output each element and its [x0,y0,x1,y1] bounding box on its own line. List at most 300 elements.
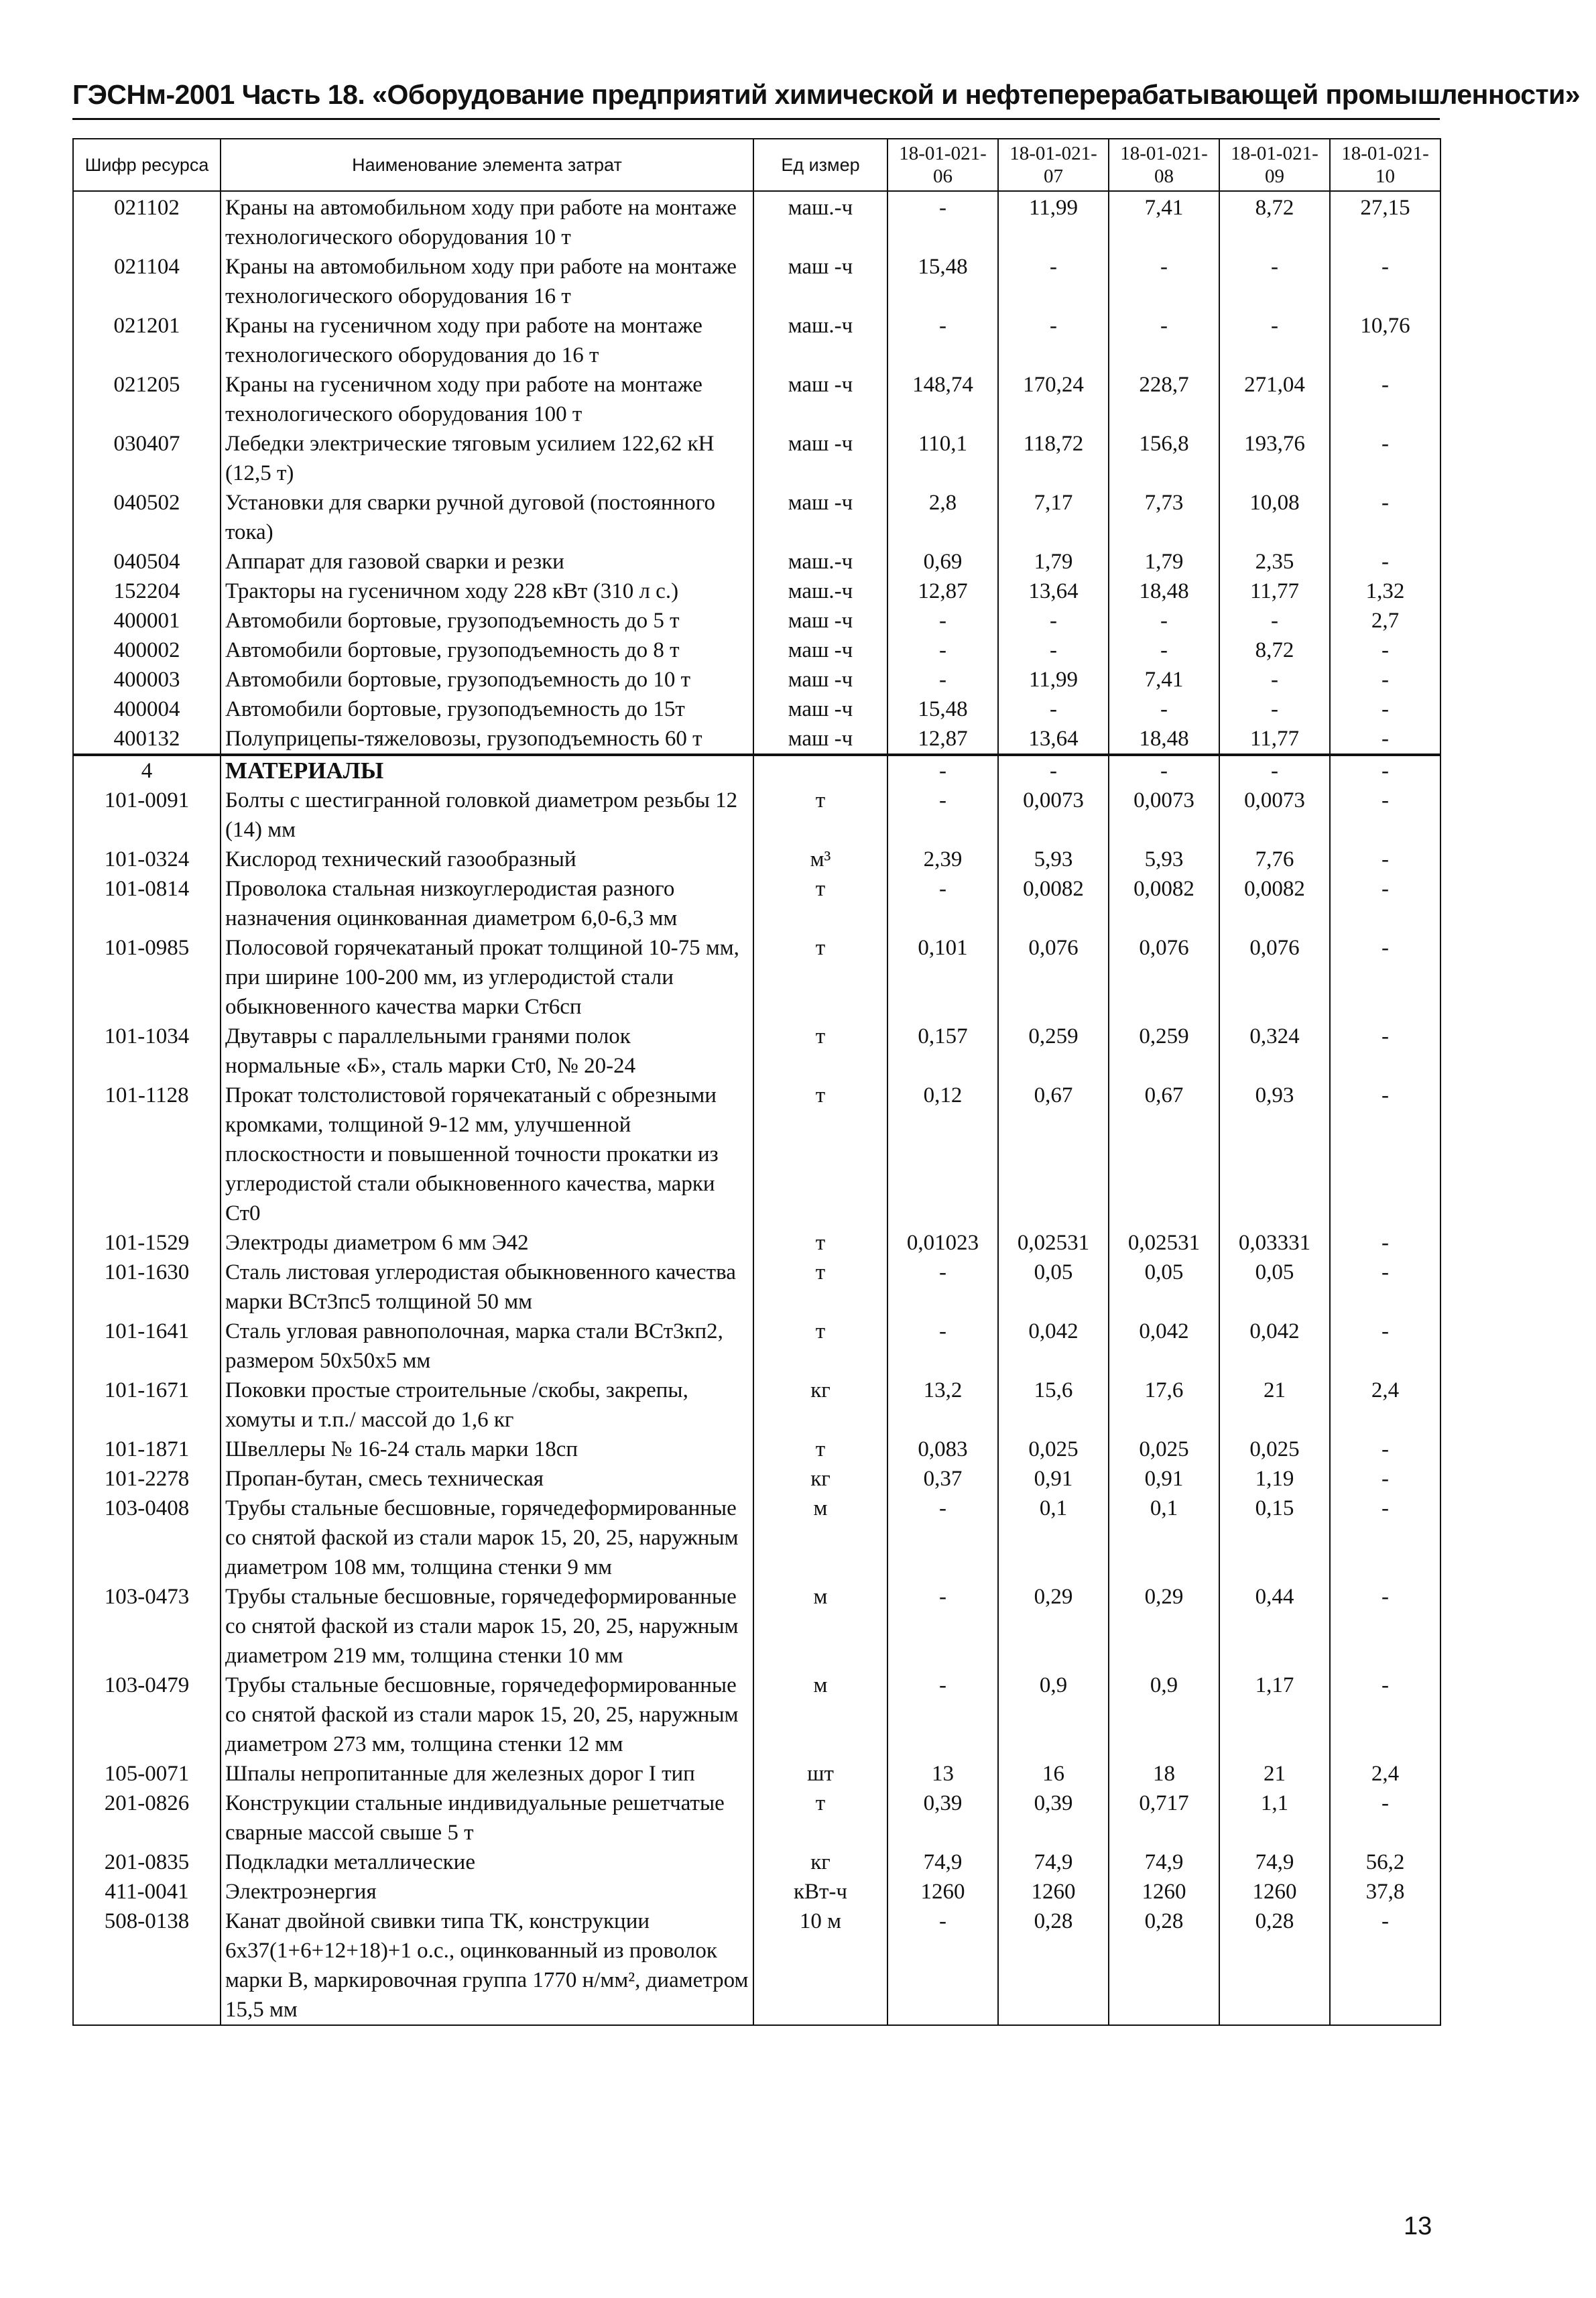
value-cell: 27,15 [1330,191,1440,252]
resource-code-cell: 101-1871 [73,1435,221,1464]
value-cell: 0,67 [1109,1081,1219,1228]
unit-cell: маш -ч [753,636,887,665]
value-cell: - [1219,606,1330,636]
resource-name-cell: Канат двойной свивки типа ТК, конструкции 6х37(1+6+12+18)+1 о.с., оцинкованный из проволок марки В, маркировочная группа 1770 н/мм², диаметром 15,5 мм [221,1907,753,2025]
value-cell: 2,4 [1330,1376,1440,1435]
table-row [73,577,1440,606]
unit-cell: маш -ч [753,694,887,724]
value-cell: - [1330,1317,1440,1376]
value-cell: - [1330,429,1440,488]
value-cell: 13,64 [998,724,1109,755]
value-cell: - [887,665,998,694]
value-cell: - [1109,636,1219,665]
table-row [73,1494,1440,1582]
resource-code-cell: 101-1034 [73,1022,221,1081]
value-cell: 15,6 [998,1376,1109,1435]
unit-cell: маш.-ч [753,547,887,577]
value-cell: 0,259 [1109,1022,1219,1081]
unit-cell: маш.-ч [753,577,887,606]
value-cell: 0,0073 [998,786,1109,845]
resource-code-cell: 021205 [73,370,221,429]
resource-name-cell: Краны на гусеничном ходу при работе на монтаже технологического оборудования до 16 т [221,311,753,370]
resource-name-cell: Тракторы на гусеничном ходу 228 кВт (310 л с.) [221,577,753,606]
table-row [73,1317,1440,1376]
value-cell: - [887,1907,998,2025]
value-cell: 0,39 [998,1789,1109,1848]
resource-code-cell: 103-0473 [73,1582,221,1671]
value-cell: 0,717 [1109,1789,1219,1848]
value-cell: - [1330,1081,1440,1228]
unit-cell [753,755,887,786]
unit-cell: маш -ч [753,488,887,547]
value-cell: 0,042 [1109,1317,1219,1376]
resource-name-cell: Трубы стальные бесшовные, горячедеформированные со снятой фаской из стали марок 15, 20, 25, наружным диаметром 273 мм, толщина стенки 12 мм [221,1671,753,1759]
value-cell: 1,79 [1109,547,1219,577]
table-row [73,933,1440,1022]
value-cell: 2,8 [887,488,998,547]
unit-cell: т [753,1435,887,1464]
value-cell: - [1330,488,1440,547]
unit-cell: т [753,1317,887,1376]
resource-name-cell: Краны на автомобильном ходу при работе на монтаже технологического оборудования 10 т [221,191,753,252]
value-cell: 1,1 [1219,1789,1330,1848]
resource-name-cell: Сталь угловая равнополочная, марка стали ВСт3кп2, размером 50х50х5 мм [221,1317,753,1376]
value-cell: 0,042 [1219,1317,1330,1376]
resource-table [72,138,1441,2026]
value-cell: 0,69 [887,547,998,577]
value-cell: - [887,786,998,845]
resource-name-cell: Лебедки электрические тяговым усилием 122,62 кН (12,5 т) [221,429,753,488]
value-cell: - [1219,252,1330,311]
value-cell: - [998,252,1109,311]
value-cell: - [887,1317,998,1376]
value-cell: 12,87 [887,577,998,606]
value-cell: - [1330,694,1440,724]
resource-code-cell: 400001 [73,606,221,636]
resource-code-cell: 4 [73,755,221,786]
value-cell: 156,8 [1109,429,1219,488]
table-row [73,488,1440,547]
resource-code-cell: 400002 [73,636,221,665]
value-cell: 15,48 [887,252,998,311]
resource-code-cell: 201-0826 [73,1789,221,1848]
value-cell: - [1330,724,1440,755]
table-row [73,694,1440,724]
value-cell: - [998,311,1109,370]
value-cell: - [1109,606,1219,636]
resource-code-cell: 508-0138 [73,1907,221,2025]
table-row [73,606,1440,636]
table-row [73,1907,1440,2025]
value-cell: 0,03331 [1219,1228,1330,1258]
value-cell: 0,44 [1219,1582,1330,1671]
value-cell: 2,39 [887,845,998,874]
value-cell: 1,19 [1219,1464,1330,1494]
value-cell: 0,37 [887,1464,998,1494]
resource-code-cell: 021201 [73,311,221,370]
column-header: Ед измер [753,139,887,191]
resource-name-cell: Аппарат для газовой сварки и резки [221,547,753,577]
value-cell: - [1330,665,1440,694]
value-cell: 0,28 [998,1907,1109,2025]
value-cell: 1,79 [998,547,1109,577]
value-cell: 1260 [887,1877,998,1907]
table-row [73,1228,1440,1258]
value-cell: - [1219,311,1330,370]
column-header: Наименование элемента затрат [221,139,753,191]
value-cell: - [1330,370,1440,429]
value-cell: - [1330,1435,1440,1464]
value-cell: 0,29 [998,1582,1109,1671]
resource-name-cell: Кислород технический газообразный [221,845,753,874]
value-cell: 74,9 [1219,1848,1330,1877]
value-cell: 0,02531 [1109,1228,1219,1258]
table-row [73,1376,1440,1435]
value-cell: - [887,1671,998,1759]
value-cell: 0,39 [887,1789,998,1848]
resource-code-cell: 021102 [73,191,221,252]
value-cell: 0,05 [1219,1258,1330,1317]
value-cell: - [1330,1258,1440,1317]
value-cell: 0,0073 [1109,786,1219,845]
value-cell: 12,87 [887,724,998,755]
value-cell: 118,72 [998,429,1109,488]
unit-cell: маш.-ч [753,311,887,370]
resource-code-cell: 411-0041 [73,1877,221,1907]
table-row [73,1848,1440,1877]
value-cell: 0,1 [998,1494,1109,1582]
resource-code-cell: 103-0408 [73,1494,221,1582]
value-cell: 8,72 [1219,191,1330,252]
value-cell: 0,05 [998,1258,1109,1317]
unit-cell: м [753,1582,887,1671]
unit-cell: т [753,933,887,1022]
value-cell: - [1219,665,1330,694]
value-cell: - [998,755,1109,786]
resource-name-cell: Болты с шестигранной головкой диаметром резьбы 12 (14) мм [221,786,753,845]
value-cell: 0,91 [998,1464,1109,1494]
value-cell: - [1330,1671,1440,1759]
value-cell: 0,05 [1109,1258,1219,1317]
value-cell: 1,32 [1330,577,1440,606]
table-row [73,1759,1440,1789]
unit-cell: кг [753,1464,887,1494]
value-cell: - [1330,547,1440,577]
value-cell: 11,99 [998,665,1109,694]
table-row [73,665,1440,694]
resource-code-cell: 021104 [73,252,221,311]
resource-name-cell: Конструкции стальные индивидуальные решетчатые сварные массой свыше 5 т [221,1789,753,1848]
unit-cell: кВт-ч [753,1877,887,1907]
page-number: 13 [1404,2212,1432,2240]
value-cell: - [887,1582,998,1671]
table-row [73,1464,1440,1494]
table-row [73,1435,1440,1464]
value-cell: 0,67 [998,1081,1109,1228]
value-cell: 21 [1219,1376,1330,1435]
value-cell: - [1330,786,1440,845]
resource-code-cell: 040502 [73,488,221,547]
value-cell: - [1330,1582,1440,1671]
table-row [73,1877,1440,1907]
column-header: 18-01-021-10 [1330,139,1440,191]
resource-name-cell: Автомобили бортовые, грузоподъемность до 8 т [221,636,753,665]
resource-name-cell: Сталь листовая углеродистая обыкновенного качества марки ВСт3пс5 толщиной 50 мм [221,1258,753,1317]
value-cell: 0,0073 [1219,786,1330,845]
value-cell: 0,01023 [887,1228,998,1258]
unit-cell: т [753,1022,887,1081]
value-cell: - [1330,1907,1440,2025]
value-cell: 18,48 [1109,724,1219,755]
resource-name-cell: Краны на автомобильном ходу при работе на монтаже технологического оборудования 16 т [221,252,753,311]
value-cell: - [887,1494,998,1582]
table-row [73,1671,1440,1759]
column-header: 18-01-021-07 [998,139,1109,191]
value-cell: 37,8 [1330,1877,1440,1907]
unit-cell: т [753,1789,887,1848]
value-cell: - [1330,636,1440,665]
value-cell: 0,9 [998,1671,1109,1759]
value-cell: 0,91 [1109,1464,1219,1494]
value-cell: 0,083 [887,1435,998,1464]
table-row [73,1582,1440,1671]
table-row [73,252,1440,311]
resource-code-cell: 101-1128 [73,1081,221,1228]
table-row [73,755,1440,786]
value-cell: 11,99 [998,191,1109,252]
value-cell: 74,9 [1109,1848,1219,1877]
value-cell: - [1109,694,1219,724]
table-body [73,191,1440,2025]
value-cell: - [887,1258,998,1317]
value-cell: 2,7 [1330,606,1440,636]
value-cell: 5,93 [1109,845,1219,874]
unit-cell: маш -ч [753,665,887,694]
resource-code-cell: 152204 [73,577,221,606]
table-row [73,636,1440,665]
resource-name-cell: Проволока стальная низкоуглеродистая разного назначения оцинкованная диаметром 6,0-6,3 мм [221,874,753,933]
value-cell: 0,076 [1109,933,1219,1022]
value-cell: - [887,755,998,786]
unit-cell: шт [753,1759,887,1789]
value-cell: - [887,636,998,665]
resource-name-cell: Поковки простые строительные /скобы, закрепы, хомуты и т.п./ массой до 1,6 кг [221,1376,753,1435]
value-cell: - [1330,1022,1440,1081]
resource-name-cell: Пропан-бутан, смесь техническая [221,1464,753,1494]
unit-cell: т [753,874,887,933]
unit-cell: кг [753,1848,887,1877]
column-header: 18-01-021-08 [1109,139,1219,191]
value-cell: - [1330,755,1440,786]
value-cell: - [887,191,998,252]
value-cell: 17,6 [1109,1376,1219,1435]
value-cell: 0,1 [1109,1494,1219,1582]
value-cell: - [887,311,998,370]
value-cell: 1260 [998,1877,1109,1907]
value-cell: 7,41 [1109,191,1219,252]
value-cell: 0,93 [1219,1081,1330,1228]
unit-cell: маш.-ч [753,191,887,252]
value-cell: - [1109,755,1219,786]
unit-cell: маш -ч [753,606,887,636]
unit-cell: маш -ч [753,724,887,755]
table-row [73,845,1440,874]
unit-cell: т [753,786,887,845]
value-cell: 18 [1109,1759,1219,1789]
table-row [73,547,1440,577]
table-header-row [73,139,1440,191]
resource-code-cell: 101-1641 [73,1317,221,1376]
value-cell: 0,02531 [998,1228,1109,1258]
resource-name-cell: Полосовой горячекатаный прокат толщиной 10-75 мм, при ширине 100-200 мм, из углеродистой стали обыкновенного качества марки Ст6сп [221,933,753,1022]
resource-code-cell: 101-0814 [73,874,221,933]
value-cell: 7,41 [1109,665,1219,694]
value-cell: 5,93 [998,845,1109,874]
value-cell: - [887,874,998,933]
value-cell: - [1330,845,1440,874]
value-cell: 16 [998,1759,1109,1789]
value-cell: 0,025 [998,1435,1109,1464]
unit-cell: маш -ч [753,429,887,488]
resource-code-cell: 101-0091 [73,786,221,845]
value-cell: 0,9 [1109,1671,1219,1759]
resource-name-cell: Электроэнергия [221,1877,753,1907]
value-cell: - [998,694,1109,724]
unit-cell: 10 м [753,1907,887,2025]
resource-name-cell: Швеллеры № 16-24 сталь марки 18сп [221,1435,753,1464]
table-row [73,1258,1440,1317]
value-cell: 21 [1219,1759,1330,1789]
table-row [73,1022,1440,1081]
value-cell: 0,0082 [998,874,1109,933]
value-cell: 74,9 [887,1848,998,1877]
value-cell: - [887,606,998,636]
value-cell: - [1219,755,1330,786]
value-cell: 0,101 [887,933,998,1022]
value-cell: 148,74 [887,370,998,429]
resource-name-cell: Трубы стальные бесшовные, горячедеформированные со снятой фаской из стали марок 15, 20, 25, наружным диаметром 108 мм, толщина стенки 9 мм [221,1494,753,1582]
value-cell: 0,042 [998,1317,1109,1376]
resource-code-cell: 103-0479 [73,1671,221,1759]
column-header: 18-01-021-09 [1219,139,1330,191]
table-row [73,874,1440,933]
table-row [73,1081,1440,1228]
value-cell: 1260 [1219,1877,1330,1907]
value-cell: 193,76 [1219,429,1330,488]
resource-name-cell: Прокат толстолистовой горячекатаный с обрезными кромками, толщиной 9-12 мм, улучшенной плоскостности и повышенной точности прокатки из углеродистой стали обыкновенного качества, марки Ст0 [221,1081,753,1228]
value-cell: - [1330,933,1440,1022]
value-cell: - [1330,1494,1440,1582]
resource-code-cell: 400003 [73,665,221,694]
value-cell: 0,025 [1219,1435,1330,1464]
value-cell: 0,157 [887,1022,998,1081]
resource-code-cell: 201-0835 [73,1848,221,1877]
table-row [73,311,1440,370]
resource-code-cell: 040504 [73,547,221,577]
resource-code-cell: 400132 [73,724,221,755]
value-cell: 11,77 [1219,724,1330,755]
value-cell: 0,025 [1109,1435,1219,1464]
value-cell: 13,2 [887,1376,998,1435]
resource-name-cell: Краны на гусеничном ходу при работе на монтаже технологического оборудования 100 т [221,370,753,429]
resource-name-cell: Установки для сварки ручной дуговой (постоянного тока) [221,488,753,547]
table-row [73,429,1440,488]
unit-cell: т [753,1228,887,1258]
value-cell: 11,77 [1219,577,1330,606]
value-cell: 0,15 [1219,1494,1330,1582]
value-cell: 0,28 [1219,1907,1330,2025]
value-cell: 0,29 [1109,1582,1219,1671]
unit-cell: т [753,1081,887,1228]
unit-cell: кг [753,1376,887,1435]
value-cell: 13 [887,1759,998,1789]
resource-name-cell: Автомобили бортовые, грузоподъемность до 5 т [221,606,753,636]
value-cell: 15,48 [887,694,998,724]
table-row [73,370,1440,429]
value-cell: - [1109,311,1219,370]
value-cell: - [1330,1228,1440,1258]
resource-name-cell: Трубы стальные бесшовные, горячедеформированные со снятой фаской из стали марок 15, 20, 25, наружным диаметром 219 мм, толщина стенки 10 мм [221,1582,753,1671]
value-cell: 2,35 [1219,547,1330,577]
unit-cell: маш -ч [753,252,887,311]
value-cell: 0,324 [1219,1022,1330,1081]
value-cell: 74,9 [998,1848,1109,1877]
resource-code-cell: 101-1630 [73,1258,221,1317]
unit-cell: т [753,1258,887,1317]
value-cell: 10,76 [1330,311,1440,370]
value-cell: 1260 [1109,1877,1219,1907]
resource-code-cell: 101-0324 [73,845,221,874]
resource-code-cell: 030407 [73,429,221,488]
value-cell: 0,259 [998,1022,1109,1081]
value-cell: 110,1 [887,429,998,488]
value-cell: 10,08 [1219,488,1330,547]
value-cell: 0,28 [1109,1907,1219,2025]
page-header-title: ГЭСНм-2001 Часть 18. «Оборудование предприятий химической и нефтеперерабатывающей промышленности» [72,79,1581,110]
value-cell: - [1109,252,1219,311]
unit-cell: м [753,1494,887,1582]
value-cell: 7,73 [1109,488,1219,547]
resource-code-cell: 101-2278 [73,1464,221,1494]
unit-cell: маш -ч [753,370,887,429]
value-cell: - [998,636,1109,665]
value-cell: - [1330,252,1440,311]
column-header: Шифр ресурса [73,139,221,191]
value-cell: 271,04 [1219,370,1330,429]
resource-name-cell: Полуприцепы-тяжеловозы, грузоподъемность 60 т [221,724,753,755]
resource-name-cell: Электроды диаметром 6 мм Э42 [221,1228,753,1258]
value-cell: 56,2 [1330,1848,1440,1877]
value-cell: 1,17 [1219,1671,1330,1759]
table-row [73,1789,1440,1848]
resource-name-cell: Автомобили бортовые, грузоподъемность до 15т [221,694,753,724]
value-cell: 0,0082 [1109,874,1219,933]
resource-name-cell: Подкладки металлические [221,1848,753,1877]
section-heading: МАТЕРИАЛЫ [221,755,753,786]
value-cell: - [1330,874,1440,933]
value-cell: 170,24 [998,370,1109,429]
value-cell: 7,17 [998,488,1109,547]
table-row [73,724,1440,755]
value-cell: 7,76 [1219,845,1330,874]
resource-name-cell: Двутавры с параллельными гранями полок нормальные «Б», сталь марки Ст0, № 20-24 [221,1022,753,1081]
value-cell: 18,48 [1109,577,1219,606]
value-cell: 0,0082 [1219,874,1330,933]
resource-name-cell: Автомобили бортовые, грузоподъемность до 10 т [221,665,753,694]
value-cell: - [1330,1789,1440,1848]
resource-name-cell: Шпалы непропитанные для железных дорог I тип [221,1759,753,1789]
resource-code-cell: 101-1529 [73,1228,221,1258]
